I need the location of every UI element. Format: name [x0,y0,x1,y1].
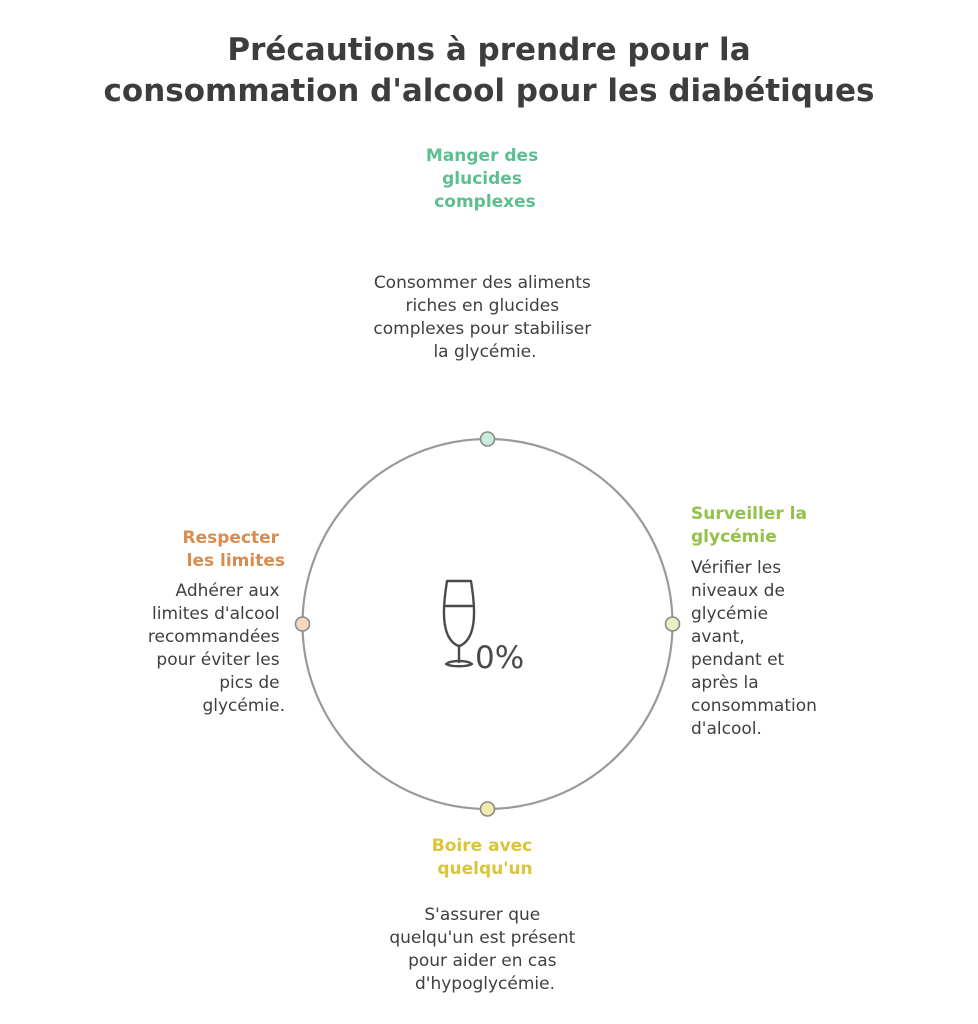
label-bottom-line: quelqu'un [437,859,533,879]
title-line-2: consommation d'alcool pour les diabétiques [103,73,875,109]
desc-right-line: niveaux de [691,581,785,601]
label-right-line: Surveiller la [691,504,807,524]
label-top-line: glucides [442,169,522,189]
label-top-line: complexes [434,192,536,212]
label-left-line: les limites [186,551,285,571]
desc-left-line: Adhérer aux [175,581,280,601]
node-bottom [481,802,495,816]
desc-top-line: la glycémie. [433,342,537,362]
desc-right-line: avant, [691,627,745,647]
desc-bottom-line: S'assurer que [424,905,541,925]
node-top [481,432,495,446]
desc-top-line: riches en glucides [405,296,560,316]
cycle-circle [303,439,673,809]
label-left [183,528,285,571]
label-top [426,146,544,212]
desc-right [691,558,822,739]
label-bottom-line: Boire avec [431,836,533,856]
desc-bottom [389,905,580,994]
desc-left-line: recommandées [147,627,280,647]
desc-left-line: limites d'alcool [152,604,280,624]
center-label: 0% [475,640,525,676]
desc-top-line: complexes pour stabiliser [373,319,592,339]
desc-right-line: consommation [691,696,817,716]
desc-left-line: glycémie. [202,696,285,716]
desc-top-line: Consommer des aliments [373,273,591,293]
desc-left [148,581,285,716]
desc-bottom-line: pour aider en cas [408,951,557,971]
wine-glass-icon [444,581,474,666]
desc-bottom-line: d'hypoglycémie. [414,974,556,994]
desc-right-line: d'alcool. [691,719,762,739]
label-left-line: Respecter [182,528,280,548]
node-right [666,617,680,631]
desc-bottom-line: quelqu'un est présent [389,928,576,948]
label-right-line: glycémie [691,527,777,547]
desc-left-line: pics de [219,673,280,693]
node-left [296,617,310,631]
label-top-line: Manger des [425,146,539,166]
desc-right-line: Vérifier les [691,558,782,578]
desc-left-line: pour éviter les [156,650,280,670]
label-bottom [432,836,538,879]
title-line-1: Précautions à prendre pour la [227,32,751,68]
desc-right-line: après la [691,673,759,693]
desc-right-line: pendant et [691,650,785,670]
label-right [691,504,813,547]
desc-right-line: glycémie [691,604,769,624]
desc-top [373,273,596,362]
